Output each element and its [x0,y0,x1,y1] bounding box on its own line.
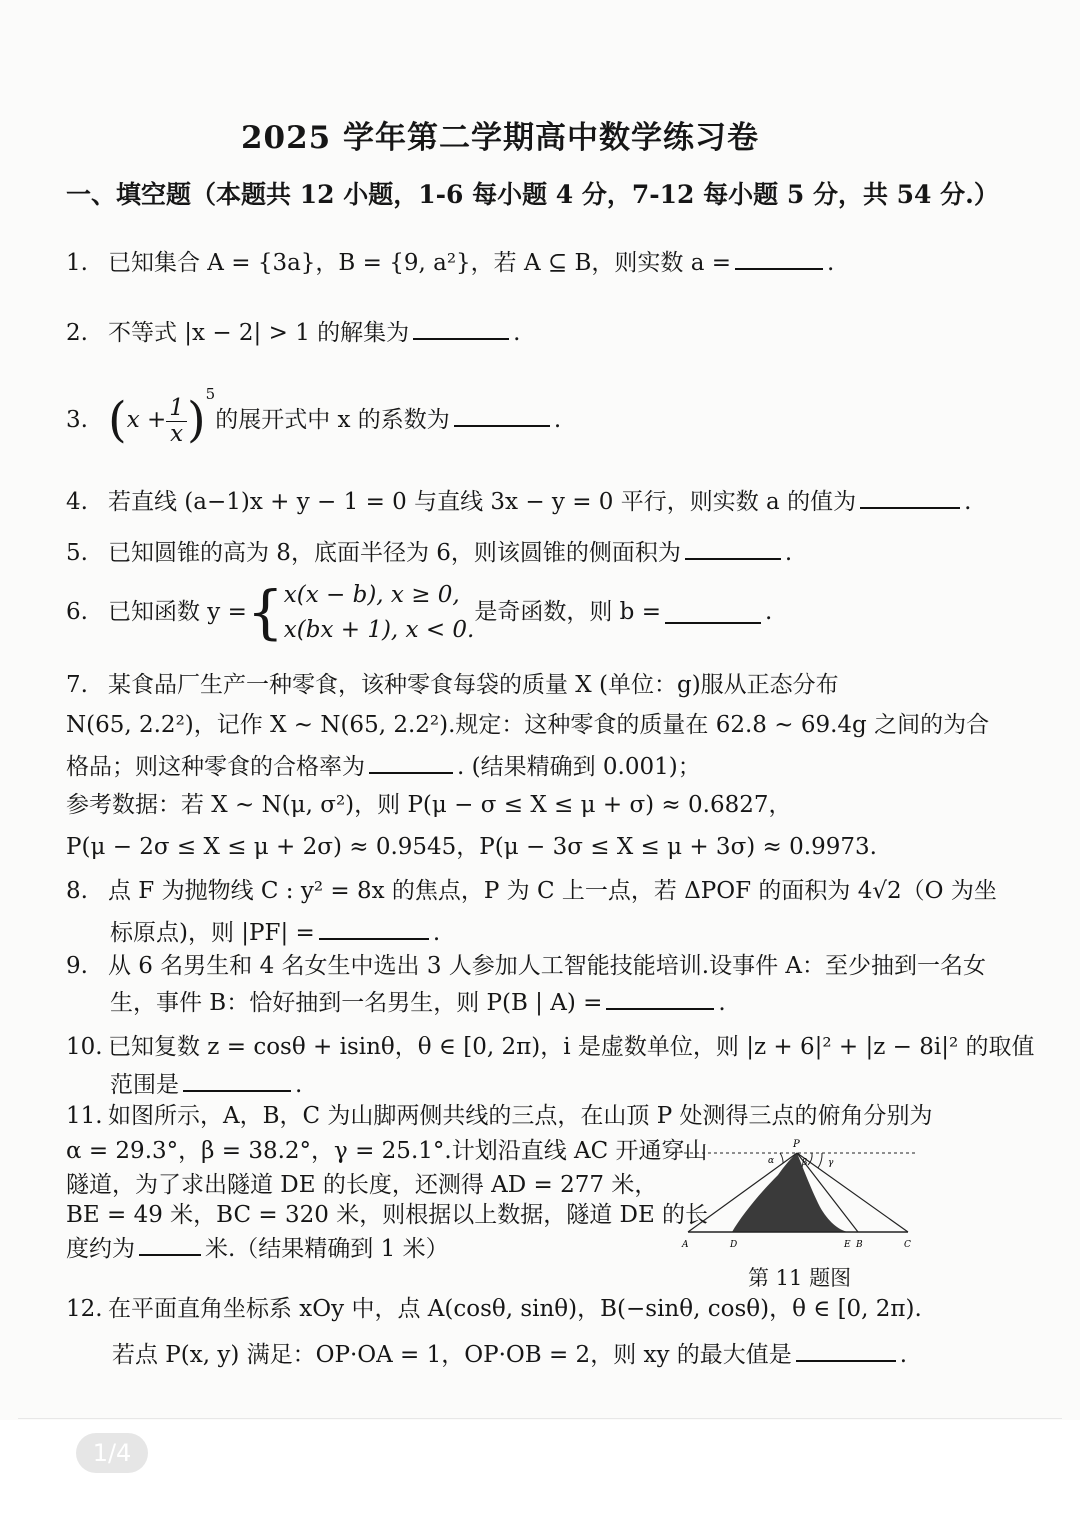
fraction-numerator: 1 [166,396,187,421]
question-10 [66,1034,1034,1062]
question-9 [66,953,986,981]
piecewise-cases [284,578,475,647]
question-11-line-5 [66,1234,449,1264]
answer-blank [606,988,714,1010]
question-end: . [432,920,441,946]
label-p: P [793,1139,800,1150]
question-11-line-3: 隧道，为了求出隧道 DE 的长度，还测得 AD = 277 米， [66,1172,658,1198]
question-text: 格品；则这种零食的合格率为 [66,754,365,780]
answer-blank [454,405,550,427]
answer-blank [413,318,509,340]
question-number: 4. [66,489,88,515]
label-gamma: γ [828,1158,834,1168]
question-number: 12. [66,1296,103,1322]
label-beta: β [802,1158,808,1168]
question-end: . [765,599,773,625]
question-11-line-4: BE = 49 米，BC = 320 米，则根据以上数据，隧道 DE 的长 [66,1202,709,1228]
question-end: . [295,1072,303,1098]
question-8-line-2 [110,918,440,948]
question-text: 已知函数 y = [108,599,247,625]
question-7-line-4: 参考数据：若 X ~ N(μ, σ²)，则 P(μ − σ ≤ X ≤ μ + σ) ≈ 0.6827， [66,792,792,818]
page-divider [18,1418,1062,1419]
question-11 [66,1103,933,1131]
question-7-line-2: N(65, 2.2²)，记作 X ~ N(65, 2.2²).规定：这种零食的质量在 62.8 ~ 69.4g 之间的为合 [66,712,990,738]
question-number: 10. [66,1034,103,1060]
question-5 [66,538,792,568]
answer-blank [319,918,429,940]
question-text: 米.（结果精确到 1 米） [205,1236,449,1262]
right-paren: ) [186,392,206,449]
question-number: 1. [66,250,88,276]
question-end: . [784,540,793,566]
question-12-line-2 [112,1340,907,1370]
question-7 [66,672,839,700]
question-2 [66,318,520,348]
fraction-denominator: x [170,420,184,447]
question-9-line-2 [110,988,726,1018]
answer-blank [183,1070,291,1092]
question-10-line-2 [110,1070,302,1100]
label-b: B [856,1240,863,1250]
exponent: 5 [205,385,216,403]
question-text: 若直线 (a−1)x + y − 1 = 0 与直线 3x − y = 0 平行，则实数 a 的值为 [108,489,857,515]
figure-caption: 第 11 题图 [748,1266,852,1290]
question-number: 2. [66,320,88,346]
label-c: C [904,1240,911,1250]
label-a: A [682,1240,689,1250]
question-end: . [553,407,562,433]
question-end: . [899,1342,908,1368]
question-end: . [827,250,835,276]
label-alpha: α [768,1156,775,1166]
mountain-figure [680,1135,920,1255]
question-text: 不等式 |x − 2| > 1 的解集为 [108,320,410,346]
angle-alpha-arc [780,1153,783,1163]
page-indicator[interactable]: 1/4 [76,1433,148,1473]
answer-blank [685,538,781,560]
question-text: 度约为 [66,1236,135,1262]
label-d: D [730,1240,738,1250]
question-4 [66,487,971,517]
question-text: 在平面直角坐标系 xOy 中，点 A(cosθ, sinθ)，B(−sinθ, cosθ)，θ ∈ [0, 2π). [108,1296,922,1322]
answer-blank [665,602,761,624]
question-number: 8. [66,878,88,904]
piecewise-case-2: x(bx + 1), x < 0. [283,616,475,643]
fraction [166,396,187,445]
left-paren: ( [108,392,127,449]
piecewise-case-1: x(x − b), x ≥ 0, [283,582,460,609]
question-text: 点 F 为抛物线 C : y² = 8x 的焦点，P 为 C 上一点，若 ΔPOF 的面积为 4√2（O 为坐 [108,878,997,904]
question-text: 已知复数 z = cosθ + isinθ，θ ∈ [0, 2π)，i 是虚数单位，则 |z + 6|² + |z − 8i|² 的取值 [108,1034,1035,1060]
question-text: . (结果精确到 0.001)； [457,754,701,780]
exam-title: 2025 学年第二学期高中数学练习卷 [240,120,760,156]
question-7-line-5: P(μ − 2σ ≤ X ≤ μ + 2σ) ≈ 0.9545，P(μ − 3σ ≤ X ≤ μ + 3σ) ≈ 0.9973. [66,834,877,860]
question-text: 如图所示，A，B，C 为山脚两侧共线的三点，在山顶 P 处测得三点的俯角分别为 [108,1103,933,1129]
question-number: 7. [66,672,88,698]
question-text: 若点 P(x, y) 满足：OP·OA = 1，OP·OB = 2，则 xy 的最大值是 [112,1342,792,1368]
question-text: 已知集合 A = {3a}，B = {9, a²}，若 A ⊆ B，则实数 a = [108,250,731,276]
question-3 [66,385,561,450]
question-12 [66,1296,922,1324]
question-end: . [513,320,521,346]
answer-blank [139,1234,201,1256]
piecewise-brace: { [246,578,284,646]
section-heading: 一、填空题（本题共 12 小题，1-6 每小题 4 分，7-12 每小题 5 分，共 54 分.） [66,180,999,209]
angle-gamma-arc [818,1153,822,1168]
question-number: 11. [66,1103,103,1129]
question-end: . [964,489,972,515]
question-number: 3. [66,407,88,433]
question-end: . [718,990,726,1016]
expr-x: x + [126,407,167,433]
question-text: 的展开式中 x 的系数为 [215,407,450,433]
question-number: 6. [66,599,88,625]
question-11-line-2: α = 29.3°，β = 38.2°，γ = 25.1°.计划沿直线 AC 开通穿山 [66,1138,708,1164]
question-text: 生，事件 B：恰好抽到一名男生，则 P(B | A) = [110,990,603,1016]
answer-blank [369,752,453,774]
question-7-line-3 [66,752,701,782]
question-1 [66,248,834,278]
question-text: 是奇函数，则 b = [474,599,661,625]
answer-blank [796,1340,896,1362]
question-text: 从 6 名男生和 4 名女生中选出 3 人参加人工智能技能培训.设事件 A：至少抽到一名女 [108,953,986,979]
question-number: 5. [66,540,88,566]
question-text: 已知圆锥的高为 8，底面半径为 6，则该圆锥的侧面积为 [108,540,681,566]
label-e: E [844,1240,851,1250]
question-6 [66,578,772,648]
question-text: 某食品厂生产一种零食，该种零食每袋的质量 X (单位：g)服从正态分布 [108,672,839,698]
question-number: 9. [66,953,88,979]
answer-blank [735,248,823,270]
answer-blank [860,487,960,509]
question-text: 标原点)，则 |PF| = [110,920,315,946]
question-8 [66,878,997,906]
question-text: 范围是 [110,1072,179,1098]
